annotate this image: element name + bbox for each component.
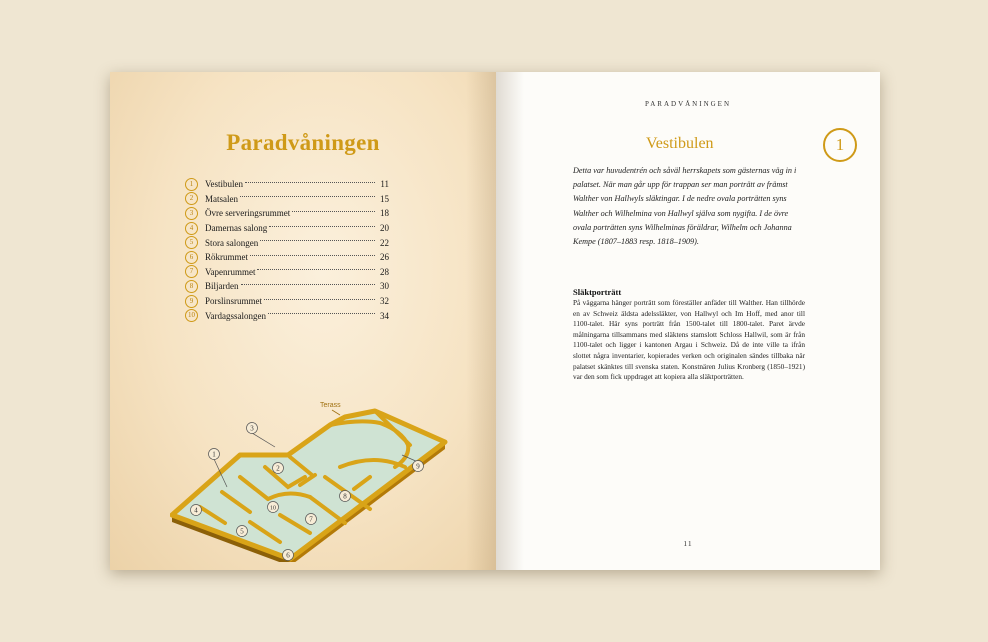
section-title: Vestibulen	[646, 135, 714, 152]
toc-row[interactable]	[185, 192, 389, 207]
toc-number-badge: 10	[185, 309, 198, 322]
toc-leader-dots	[260, 240, 375, 241]
toc-label: Vapenrummet	[205, 266, 256, 277]
body-paragraph: På väggarna hänger porträtt som föreställer anfäder till Walther. Han tillhörde en av Schweiz äldsta adelssläkter, von Hallwyl och Im Hoff, med anor till 1100-talet. Här syns porträtt från 1500-talet till 1800-talet. Paret ärvde målningarna tillsammans med släktens stamslott Schloss Hallwil, som är från 1100-talet och ligger i kantonen Argau i Schweiz. Då de inte ville ta ifrån slottet några inventarier, kopierades verken och originalen sändes tillbaka när palatset skänktes till svenska staten. Konstnären Julius Kronberg (1850–1921) var den som fick uppdraget att kopiera alla släktporträtten.	[573, 298, 805, 382]
toc-leader-dots	[264, 299, 375, 300]
svg-text:3: 3	[250, 424, 254, 433]
toc-label: Biljarden	[205, 281, 239, 292]
right-page	[496, 72, 880, 570]
toc-row[interactable]	[185, 294, 389, 309]
svg-text:10: 10	[270, 505, 276, 512]
toc-label: Vestibulen	[205, 179, 243, 190]
terrace-label: Terass	[320, 402, 341, 409]
svg-text:6: 6	[286, 551, 290, 560]
toc-leader-dots	[292, 211, 375, 212]
book-spread	[110, 72, 880, 570]
room-marker-3	[247, 423, 258, 434]
intro-paragraph: Detta var huvudentrén och såväl herrskapets som gästernas väg in i palatset. När man går upp för trappan ser man porträtt av främst Walther von Hallwyls släktingar. I de nedre ovala porträtten syns Walther och Wilhelmina von Hallwyl själva som nygifta. I de övre ovala porträtten syns Wilhelminas föräldrar, Wilhelm och Johanna Kempe (1807–1883 resp. 1818–1909).	[573, 166, 797, 247]
svg-text:9: 9	[416, 462, 420, 471]
toc-leader-dots	[241, 284, 376, 285]
toc-page-number: 34	[380, 310, 389, 321]
room-marker-2	[273, 463, 284, 474]
toc-leader-dots	[257, 269, 375, 270]
svg-text:1: 1	[212, 450, 216, 459]
toc-leader-dots	[269, 226, 375, 227]
svg-text:8: 8	[343, 492, 347, 501]
toc-leader-dots	[268, 313, 375, 314]
room-marker-9	[413, 461, 424, 472]
toc-number-badge: 7	[185, 265, 198, 278]
page-number: 11	[683, 539, 693, 548]
toc-number-badge: 9	[185, 295, 198, 308]
toc-row[interactable]	[185, 250, 389, 265]
room-marker-1	[209, 449, 220, 460]
table-of-contents	[185, 177, 389, 323]
room-marker-4	[191, 505, 202, 516]
toc-label: Vardagssalongen	[205, 310, 266, 321]
toc-label: Damernas salong	[205, 223, 268, 234]
svg-text:7: 7	[309, 515, 313, 524]
toc-number-badge: 3	[185, 207, 198, 220]
toc-row[interactable]	[185, 235, 389, 250]
toc-row[interactable]	[185, 221, 389, 236]
toc-row[interactable]	[185, 177, 389, 192]
toc-label: Övre serveringsrummet	[205, 208, 291, 219]
svg-text:4: 4	[194, 506, 198, 515]
section-number-badge: 1	[823, 128, 857, 162]
subheading: Släktporträtt	[573, 287, 622, 297]
svg-text:2: 2	[276, 464, 280, 473]
chapter-title: Paradvåningen	[226, 130, 380, 155]
toc-number-badge: 1	[185, 178, 198, 191]
toc-page-number: 11	[380, 179, 389, 190]
toc-number-badge: 6	[185, 251, 198, 264]
toc-row[interactable]	[185, 206, 389, 221]
toc-number-badge: 4	[185, 222, 198, 235]
left-page	[110, 72, 496, 570]
toc-page-number: 32	[380, 296, 389, 307]
svg-text:5: 5	[240, 527, 244, 536]
toc-page-number: 22	[380, 237, 389, 248]
toc-page-number: 28	[380, 266, 389, 277]
toc-label: Stora salongen	[205, 237, 259, 248]
toc-number-badge: 5	[185, 236, 198, 249]
toc-row[interactable]	[185, 265, 389, 280]
toc-page-number: 18	[380, 208, 389, 219]
toc-label: Rökrummet	[205, 252, 248, 263]
room-marker-8	[340, 491, 351, 502]
toc-label: Porslinsrummet	[205, 296, 263, 307]
toc-page-number: 20	[380, 223, 389, 234]
toc-leader-dots	[245, 182, 375, 183]
room-marker-7	[306, 514, 317, 525]
toc-row[interactable]	[185, 308, 389, 323]
terrace-pointer	[332, 410, 340, 415]
floor-plan	[170, 327, 460, 562]
toc-page-number: 15	[380, 193, 389, 204]
toc-row[interactable]	[185, 279, 389, 294]
toc-page-number: 30	[380, 281, 389, 292]
toc-number-badge: 2	[185, 192, 198, 205]
room-marker-6	[283, 550, 294, 561]
toc-label: Matsalen	[205, 193, 238, 204]
room-marker-5	[237, 526, 248, 537]
toc-leader-dots	[250, 255, 375, 256]
toc-page-number: 26	[380, 252, 389, 263]
running-head: PARADVÅNINGEN	[644, 100, 732, 108]
toc-number-badge: 8	[185, 280, 198, 293]
toc-leader-dots	[240, 196, 375, 197]
room-marker-10	[268, 502, 279, 513]
